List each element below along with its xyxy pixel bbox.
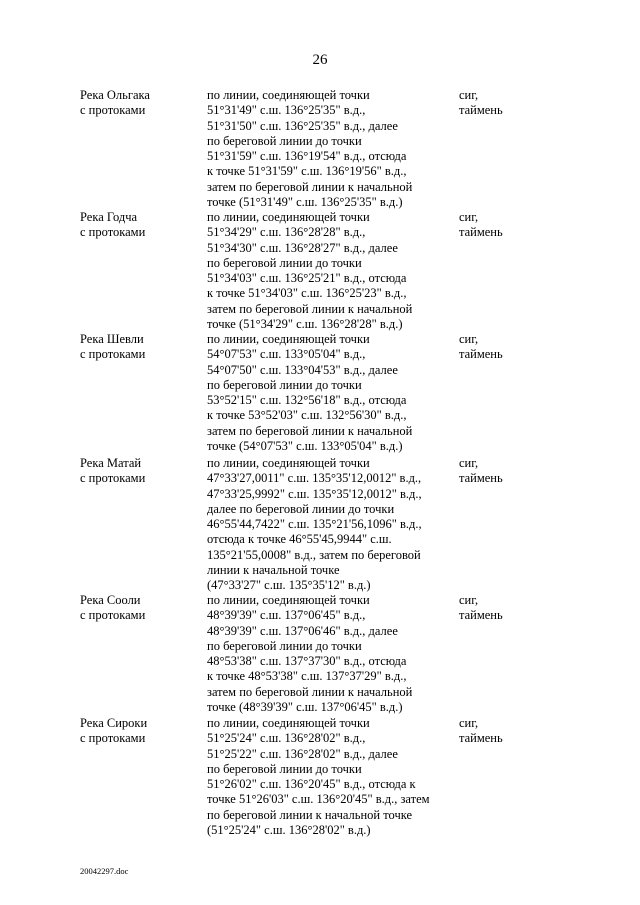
boundary-line: по береговой линии до точки [207,761,362,776]
river-name-line: Река Матай [80,456,142,470]
boundary-line: по береговой линии к начальной точке [207,807,413,822]
river-name-line: Река Сооли [80,593,141,607]
boundary-line: затем по береговой линии к начальной [207,423,413,438]
footer-filename: 20042297.doc [80,866,129,876]
river-name-line: с протоками [80,471,146,486]
boundary-line: 51°26'02" с.ш. 136°20'45" в.д., отсюда к [207,777,416,792]
boundary-line: далее по береговой линии до точки [207,501,395,516]
boundary-line: точке 51°26'03" с.ш. 136°20'45" в.д., затем [207,792,430,807]
boundary-cell [207,593,452,715]
boundary-line: 51°34'29" с.ш. 136°28'28" в.д., [207,225,366,240]
river-name-cell [80,210,198,241]
boundary-line: по линии, соединяющей точки [207,593,370,607]
species-cell [459,332,579,363]
boundary-line: по береговой линии до точки [207,377,362,392]
river-name-line: с протоками [80,608,146,623]
boundary-line: 54°07'50" с.ш. 133°04'53" в.д., далее [207,362,398,377]
species-cell [459,210,579,241]
boundary-line: 135°21'55,0008" в.д., затем по береговой [207,547,421,562]
boundary-line: точке (51°34'29" с.ш. 136°28'28" в.д.) [207,317,403,332]
species-line: сиг, [459,210,479,224]
boundary-line: по линии, соединяющей точки [207,456,370,470]
boundary-line: 51°31'49" с.ш. 136°25'35" в.д., [207,103,366,118]
boundary-line: точке (51°31'49" с.ш. 136°25'35" в.д.) [207,195,403,210]
species-line: таймень [459,347,503,362]
boundary-line: 47°33'25,9992" с.ш. 135°35'12,0012" в.д., [207,486,422,501]
boundary-line: 48°53'38" с.ш. 137°37'30" в.д., отсюда [207,654,407,669]
species-line: таймень [459,225,503,240]
boundary-line: к точке 51°34'03" с.ш. 136°25'23" в.д., [207,286,407,301]
boundary-line: 53°52'15" с.ш. 132°56'18" в.д., отсюда [207,393,407,408]
boundary-line: 51°34'30" с.ш. 136°28'27" в.д., далее [207,240,398,255]
river-name-line: с протоками [80,347,146,362]
boundary-line: 48°39'39" с.ш. 137°06'45" в.д., [207,608,366,623]
river-name-cell [80,332,198,363]
river-name-cell [80,88,198,119]
species-line: сиг, [459,88,479,102]
boundary-line: 51°25'22" с.ш. 136°28'02" в.д., далее [207,746,398,761]
boundary-cell [207,716,452,838]
boundary-line: точке (48°39'39" с.ш. 137°06'45" в.д.) [207,700,403,715]
boundary-line: 51°31'50" с.ш. 136°25'35" в.д., далее [207,118,398,133]
boundary-line: затем по береговой линии к начальной [207,301,413,316]
river-name-line: Река Годча [80,210,138,224]
species-line: таймень [459,103,503,118]
boundary-cell [207,332,452,454]
boundary-line: отсюда к точке 46°55'45,9944" с.ш. [207,532,392,547]
river-name-line: с протоками [80,731,146,746]
species-cell [459,716,579,747]
boundary-cell [207,456,452,594]
river-name-cell [80,456,198,487]
boundary-line: по линии, соединяющей точки [207,88,370,102]
boundary-line: по береговой линии до точки [207,255,362,270]
species-cell [459,88,579,119]
species-line: таймень [459,731,503,746]
boundary-cell [207,88,452,210]
boundary-line: к точке 48°53'38" с.ш. 137°37'29" в.д., [207,669,407,684]
boundary-line: линии к начальной точке [207,563,340,578]
boundary-line: 47°33'27,0011" с.ш. 135°35'12,0012" в.д., [207,471,422,486]
boundary-line: (51°25'24" с.ш. 136°28'02" в.д.) [207,823,371,838]
species-line: таймень [459,608,503,623]
page-number: 26 [312,52,328,68]
boundary-line: 54°07'53" с.ш. 133°05'04" в.д., [207,347,366,362]
boundary-line: по береговой линии до точки [207,638,362,653]
river-name-line: с протоками [80,103,146,118]
species-line: сиг, [459,593,479,607]
river-name-cell [80,716,198,747]
boundary-line: 51°34'03" с.ш. 136°25'21" в.д., отсюда [207,271,407,286]
river-name-line: Река Шевли [80,332,144,346]
boundary-line: 48°39'39" с.ш. 137°06'46" в.д., далее [207,623,398,638]
boundary-line: по линии, соединяющей точки [207,716,370,730]
boundary-line: 46°55'44,7422" с.ш. 135°21'56,1096" в.д., [207,517,422,532]
boundary-cell [207,210,452,332]
species-cell [459,593,579,624]
species-line: сиг, [459,456,479,470]
boundary-line: (47°33'27" с.ш. 135°35'12" в.д.) [207,578,371,593]
boundary-line: к точке 51°31'59" с.ш. 136°19'56" в.д., [207,164,407,179]
river-name-line: Река Ольгака [80,88,150,102]
boundary-line: 51°31'59" с.ш. 136°19'54" в.д., отсюда [207,149,407,164]
boundary-line: по линии, соединяющей точки [207,332,370,346]
boundary-line: к точке 53°52'03" с.ш. 132°56'30" в.д., [207,408,407,423]
boundary-line: по береговой линии до точки [207,133,362,148]
boundary-line: точке (54°07'53" с.ш. 133°05'04" в.д.) [207,439,403,454]
species-line: сиг, [459,716,479,730]
river-name-line: с протоками [80,225,146,240]
river-name-line: Река Сироки [80,716,148,730]
species-line: сиг, [459,332,479,346]
species-line: таймень [459,471,503,486]
boundary-line: затем по береговой линии к начальной [207,684,413,699]
river-name-cell [80,593,198,624]
boundary-line: затем по береговой линии к начальной [207,179,413,194]
species-cell [459,456,579,487]
boundary-line: 51°25'24" с.ш. 136°28'02" в.д., [207,731,366,746]
boundary-line: по линии, соединяющей точки [207,210,370,224]
